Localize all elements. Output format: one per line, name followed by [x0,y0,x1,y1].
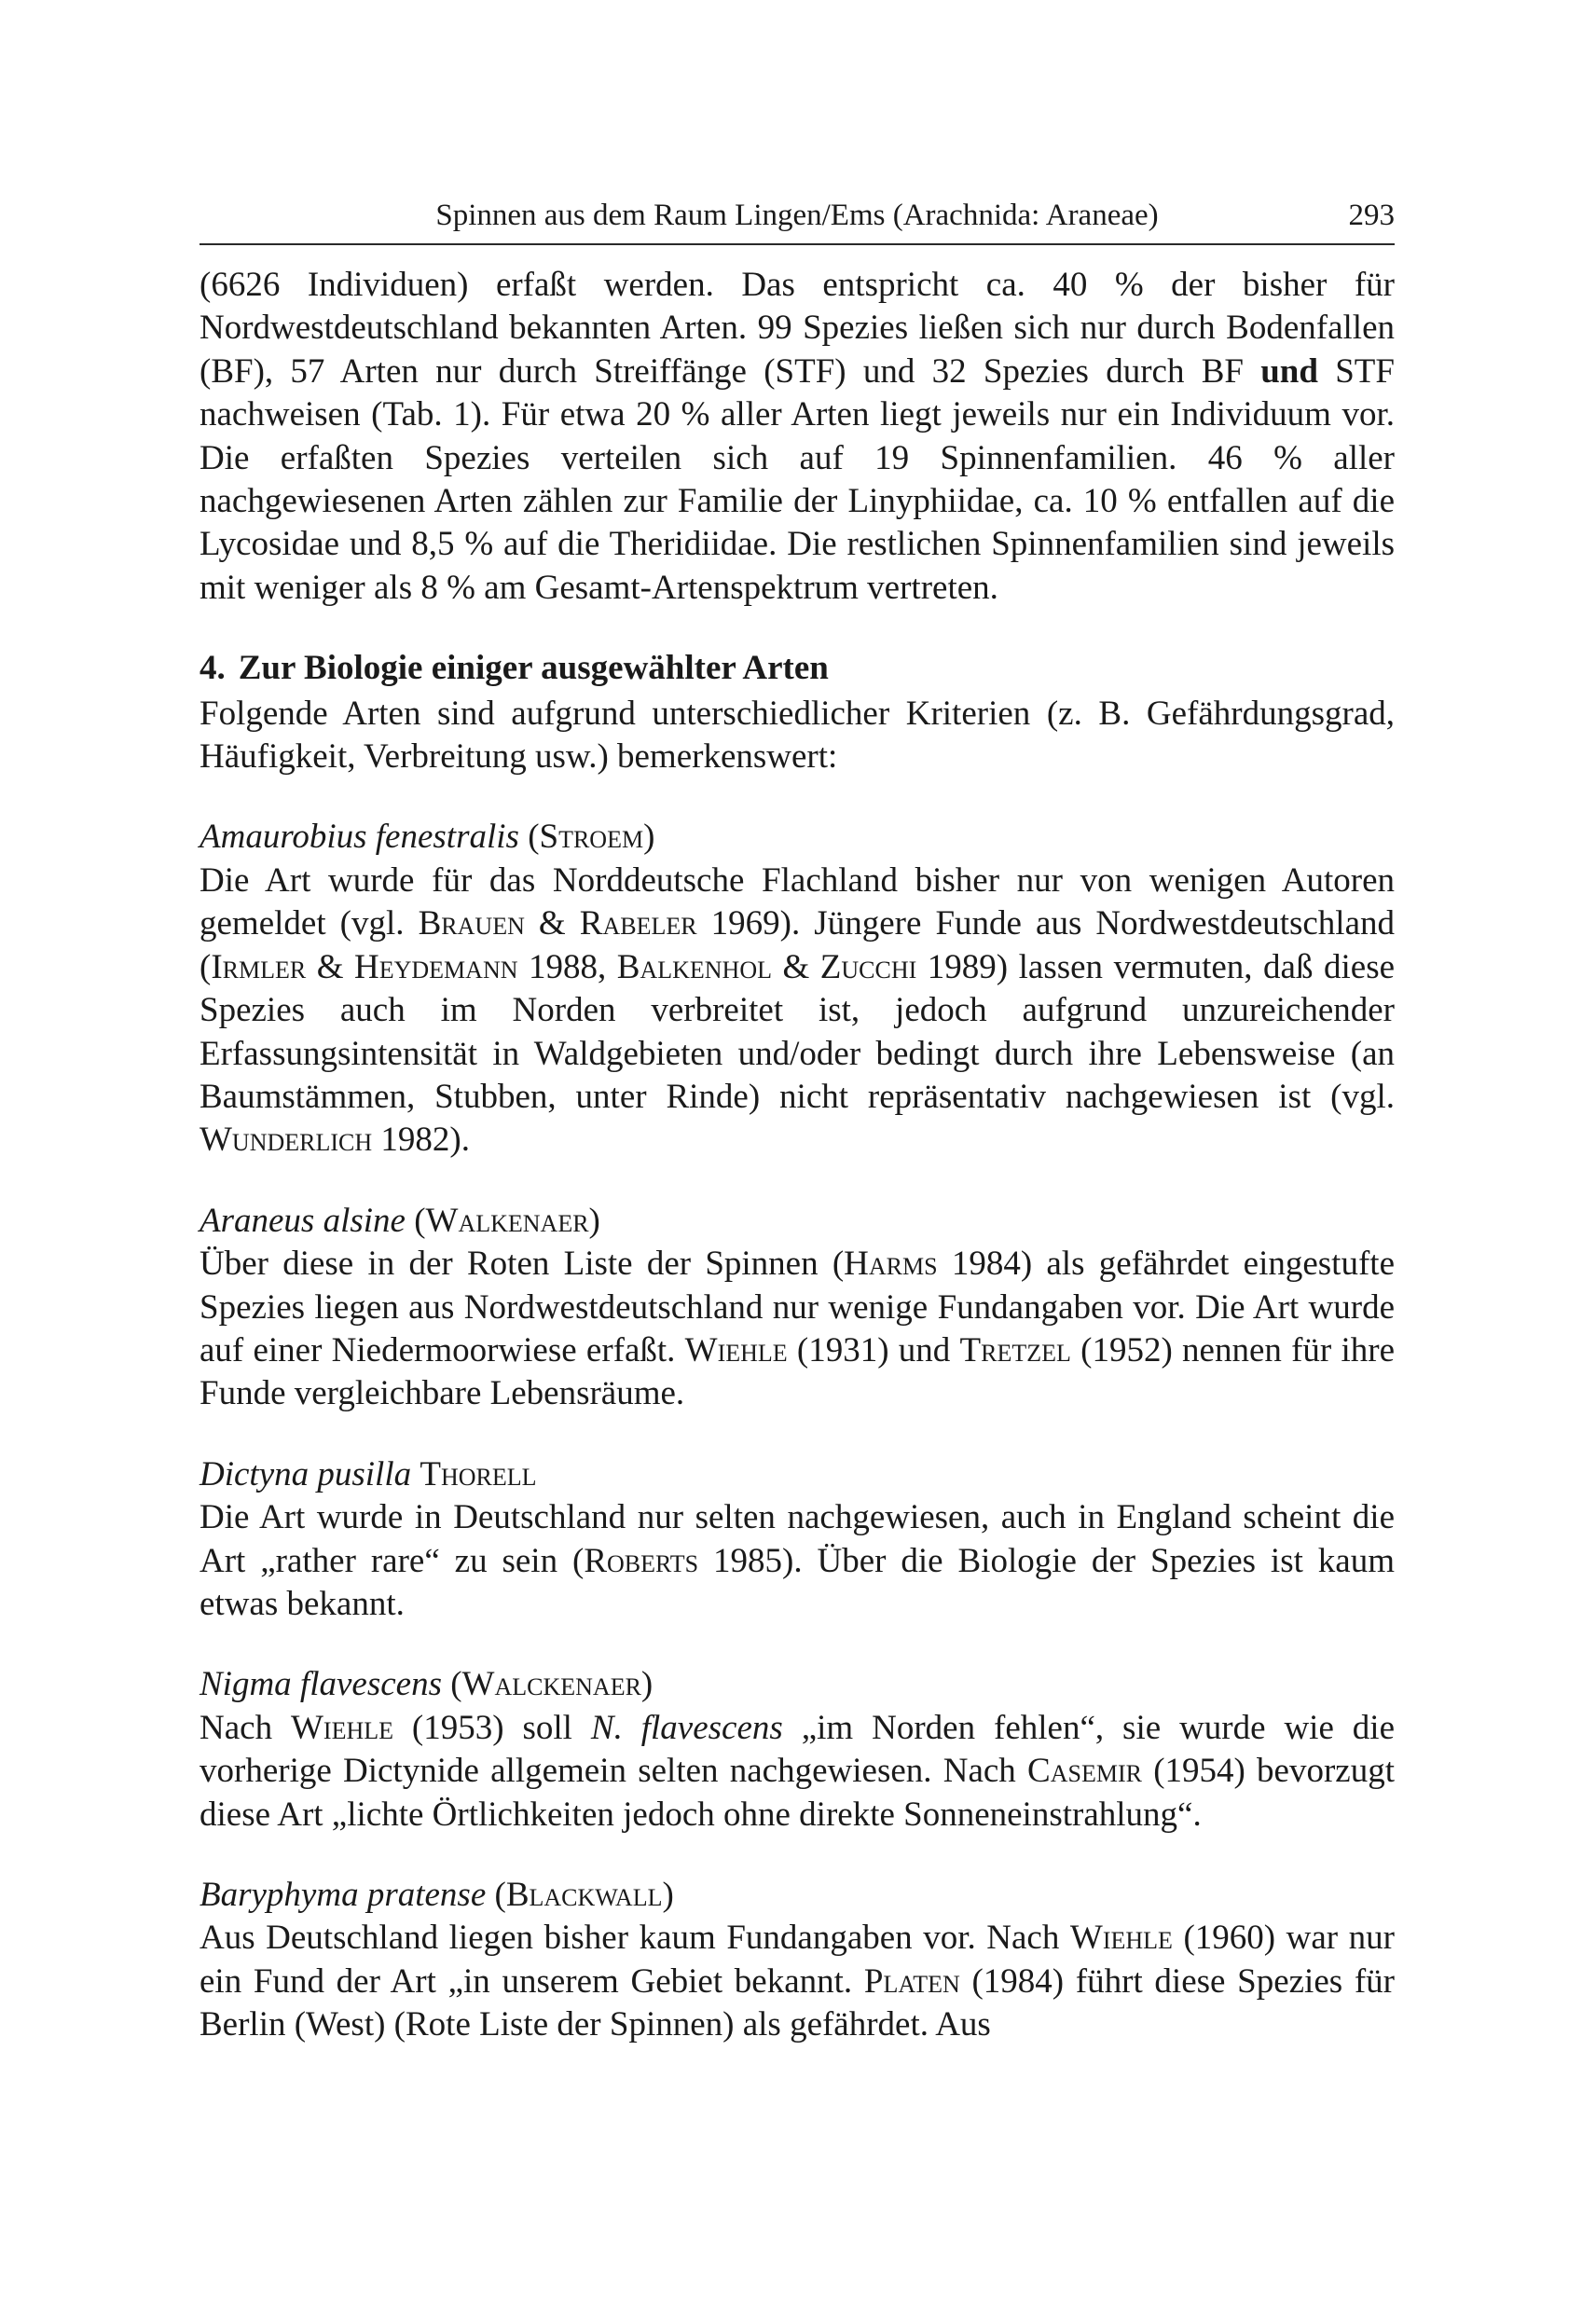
species-heading [200,1874,1395,1917]
intro-text: (6626 Individuen) erfaßt werden. Das entspricht ca. 40 % der bisher für Nordwestdeutschland bekannten Arten. 99 Spezies ließen sich nur durch Bodenfallen (BF), 57 Arten nur durch Streiffänge (STF) und 32 Spezies durch BF [200,266,1395,391]
section-title: Zur Biologie einiger ausgewählter Arten [238,649,829,688]
intro-paragraph [200,264,1395,610]
species-author: (Walkenaer) [414,1201,600,1240]
text-run: (1931) und [787,1330,960,1369]
cited-author: Harms [844,1245,938,1284]
cited-author: Irmler & Heydemann [211,947,518,986]
species-entry [200,1453,1395,1627]
species-abbrev: N. flavescens [590,1708,783,1747]
species-entry [200,816,1395,1162]
cited-author: Balkenhol & Zucchi [616,947,917,986]
section-intro: Folgende Arten sind aufgrund unterschiedlicher Kriterien (z. B. Gefährdungsgrad, Häufigkeit, Verbreitung usw.) bemerkenswert: [200,694,1395,777]
species-heading [200,1200,1395,1243]
text-run: 1982). [372,1121,470,1160]
text-run: 1984) als gefährdet eingestufte Spezies liegen aus Nordwestdeutschland nur wenige Fundangaben vor. Die Art wurde auf einer Niedermoorwiese erfaßt. [200,1245,1395,1369]
species-author: (Walckenaer) [450,1665,654,1704]
species-heading [200,816,1395,859]
species-description [200,860,1395,1163]
cited-author: Wiehle [1069,1919,1173,1958]
species-name: Amaurobius fenestralis [200,818,519,857]
text-run: (1984) führt diese Spezies für Berlin (West) (Rote Liste der Spinnen) als gefährdet. Aus [200,1961,1395,2044]
text-run: Aus Deutschland liegen bisher kaum Fundangaben vor. Nach [200,1919,1070,1958]
species-heading [200,1453,1395,1496]
intro-bold-word: und [1260,351,1318,391]
text-run: „im Norden fehlen“, sie wurde wie die vorherige Dictynide allgemein selten nachgewiesen. Nach [200,1708,1395,1791]
species-heading [200,1663,1395,1706]
running-head [200,191,1395,245]
cited-author: Tretzel [959,1330,1071,1369]
species-entry [200,1200,1395,1416]
text-run: 1989) lassen vermuten, daß diese Spezies auch im Norden verbreitet ist, jedoch aufgrund unzureichender Erfassungsintensität in Waldgebieten und/oder bedingt durch ihre Lebensweise (an Baumstämmen, Stubben, unter Rinde) nicht repräsentativ nachgewiesen ist (vgl. [200,947,1396,1116]
text-run: (1954) bevorzugt diese Art „lichte Örtlichkeiten jedoch ohne direkte Sonneneinstrahlung“. [200,1752,1396,1834]
cited-author: Casemir [1027,1752,1142,1791]
text-run: (1953) soll [393,1708,591,1747]
section-number: 4. [200,649,226,688]
cited-author: Wiehle [291,1708,394,1747]
species-name: Araneus alsine [200,1201,406,1240]
species-author: Thorell [420,1454,537,1493]
text-run: (1952) nennen für ihre Funde vergleichbare Lebensräume. [200,1330,1396,1413]
intro-text-end: STF nachweisen (Tab. 1). Für etwa 20 % aller Arten liegt jeweils nur ein Individuum vor. Die erfaßten Spezies verteilen sich auf 19 Spinnenfamilien. 46 % aller nachgewiesenen Arten zählen zur Familie der Linyphiidae, ca. 10 % entfallen auf die Lycosidae und 8,5 % auf die Theridiidae. Die restlichen Spinnenfamilien sind jeweils mit weniger als 8 % am Gesamt-Artenspektrum vertreten. [200,351,1395,607]
species-name: Nigma flavescens [200,1665,442,1704]
species-name: Dictyna pusilla [200,1454,412,1493]
text-run: Über diese in der Roten Liste der Spinnen ( [200,1245,845,1284]
cited-author: Wunderlich [200,1121,373,1160]
text-run: Die Art wurde in Deutschland nur selten nachgewiesen, auch in England scheint die Art „rather rare“ zu sein ( [200,1498,1395,1580]
species-description [200,1707,1395,1837]
cited-author: Platen [863,1961,960,2001]
running-title: Spinnen aus dem Raum Lingen/Ems (Arachnida: Araneae) [435,199,1159,232]
section-heading [200,647,1395,690]
text-run: (1960) war nur ein Fund der Art „in unserem Gebiet bekannt. [200,1919,1395,2001]
species-entry [200,1874,1395,2047]
text-run: 1985). Über die Biologie der Spezies ist kaum etwas bekannt. [200,1541,1395,1623]
species-author: (Blackwall) [494,1876,674,1914]
species-entry [200,1663,1395,1837]
text-run: 1969). Jüngere Funde aus Nordwestdeutschland ( [200,904,1396,986]
species-description [200,1496,1395,1626]
species-author: (Stroem) [528,818,655,857]
text-run: Nach [200,1708,291,1747]
cited-author: Brauen & Rabeler [418,904,697,943]
page [200,191,1395,2047]
species-name: Baryphyma pratense [200,1876,487,1914]
cited-author: Wiehle [684,1330,788,1369]
species-description [200,1917,1395,2046]
text-run: 1988, [517,947,617,986]
species-description [200,1243,1395,1416]
text-run: Die Art wurde für das Norddeutsche Flachland bisher nur von wenigen Autoren gemeldet (vgl. [200,860,1395,943]
page-number: 293 [1348,199,1395,232]
cited-author: Roberts [584,1541,699,1580]
